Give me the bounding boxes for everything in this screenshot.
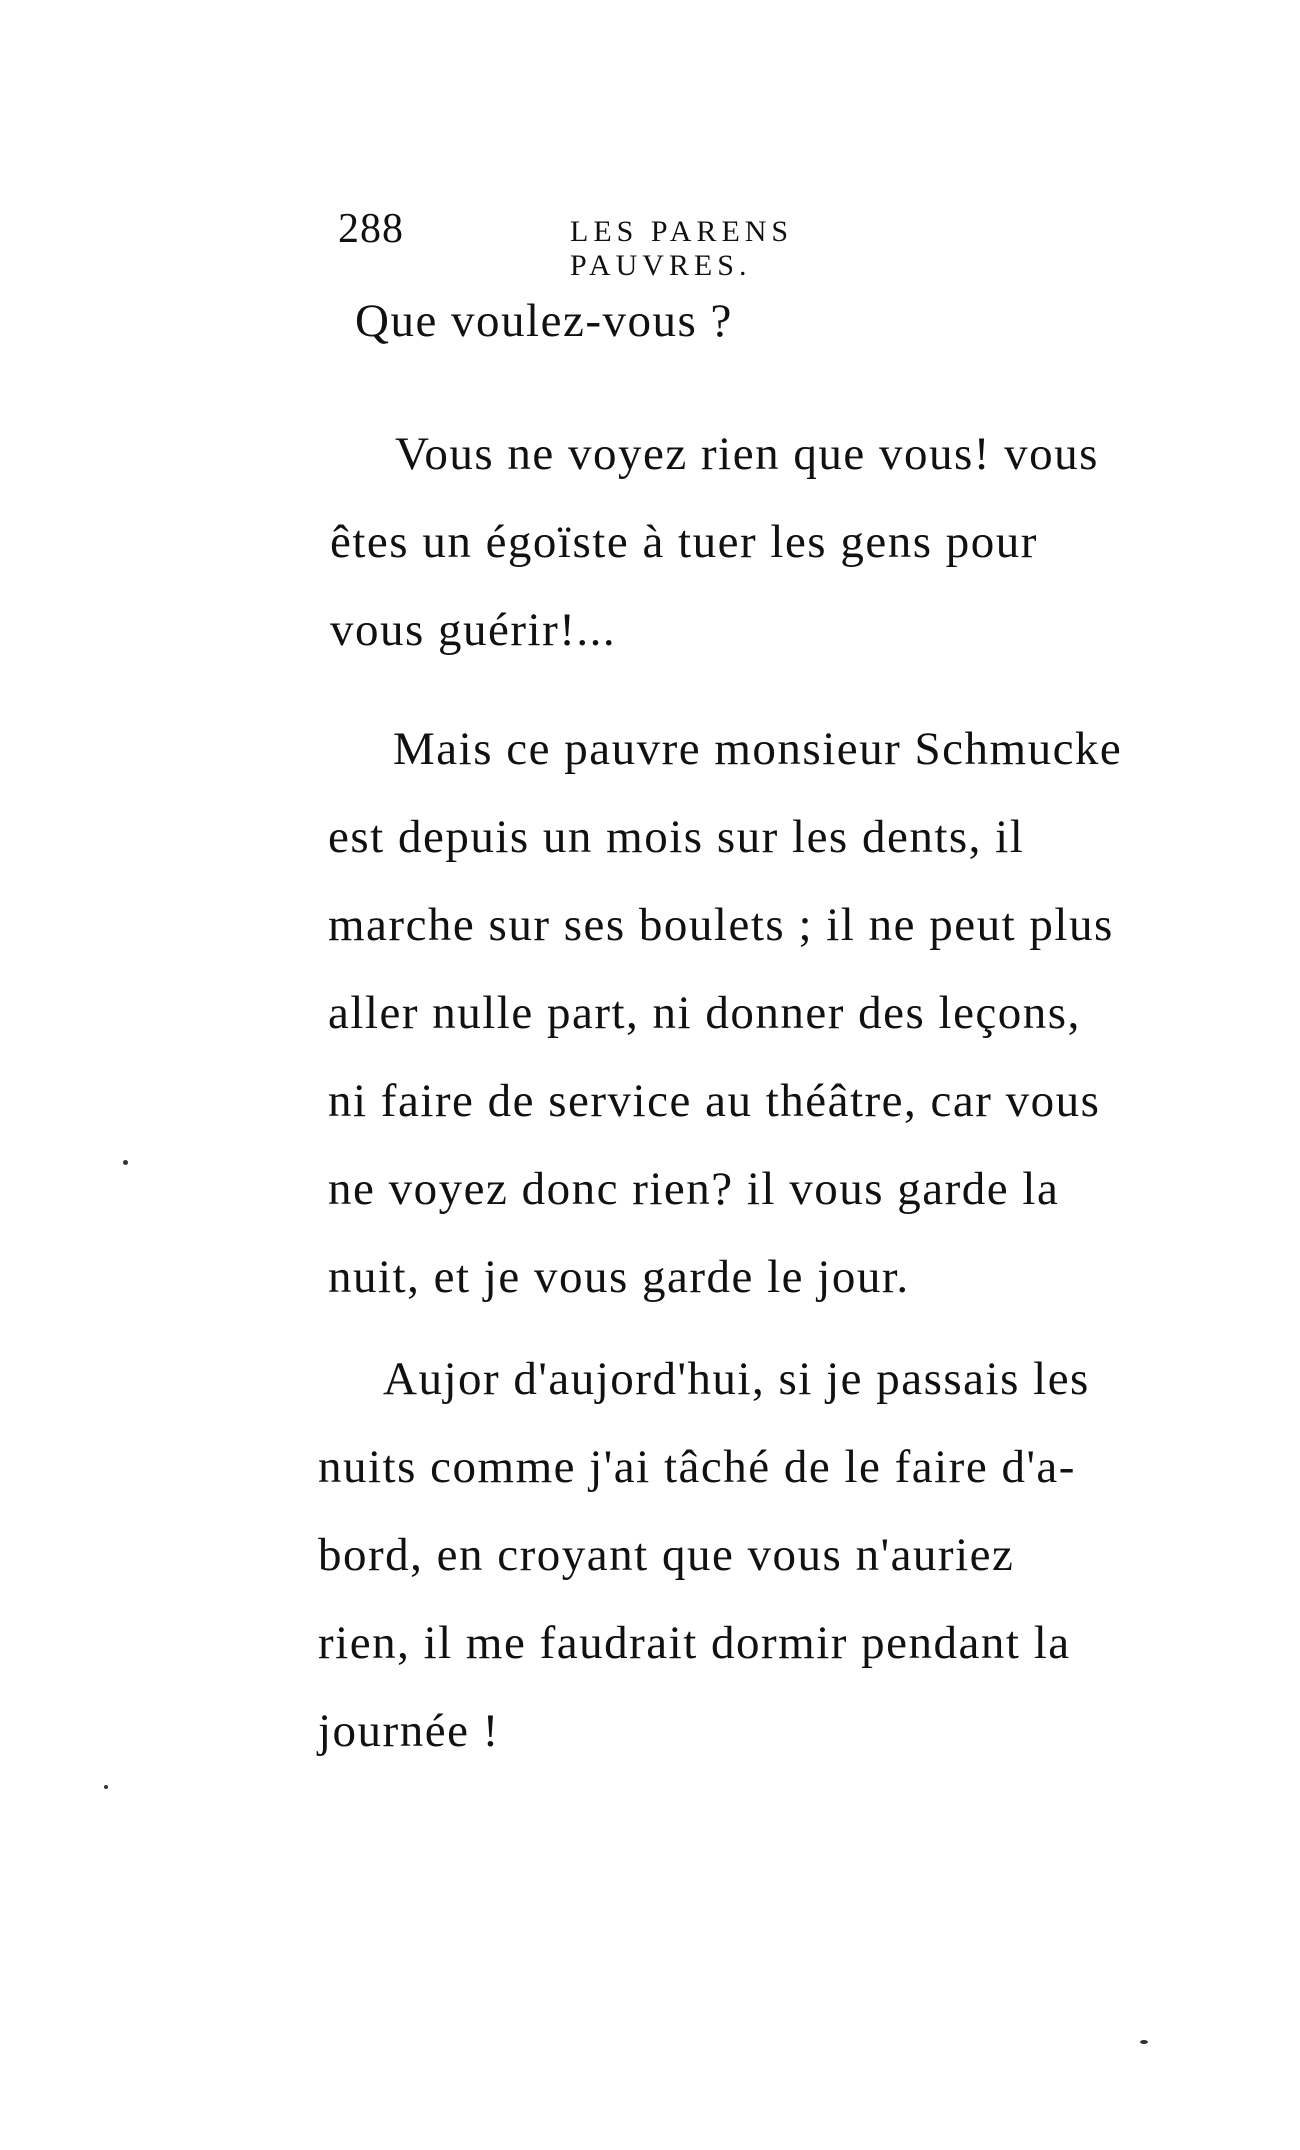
text-line: bord, en croyant que vous n'auriez bbox=[318, 1529, 1015, 1581]
text-line: Que voulez-vous ? bbox=[355, 295, 733, 347]
text-line: êtes un égoïste à tuer les gens pour bbox=[330, 516, 1038, 568]
ink-speck bbox=[104, 1785, 108, 1789]
running-head bbox=[338, 205, 983, 282]
text-line: rien, il me faudrait dormir pendant la bbox=[318, 1617, 1071, 1669]
text-line: ni faire de service au théâtre, car vous bbox=[328, 1075, 1101, 1127]
ink-speck bbox=[123, 1160, 128, 1165]
text-line: marche sur ses boulets ; il ne peut plus bbox=[328, 899, 1114, 951]
text-line: est depuis un mois sur les dents, il bbox=[328, 811, 1025, 863]
paragraph-4 bbox=[318, 1335, 1188, 1775]
ink-speck bbox=[1140, 2040, 1148, 2044]
running-title: LES PARENS PAUVRES. bbox=[570, 215, 794, 282]
paragraph-2 bbox=[330, 410, 1200, 674]
text-line: nuits comme j'ai tâché de le faire d'a- bbox=[318, 1441, 1076, 1493]
text-line: Vous ne voyez rien que vous! vous bbox=[395, 428, 1099, 480]
paragraph-3 bbox=[328, 705, 1198, 1321]
text-line: ne voyez donc rien? il vous garde la bbox=[328, 1163, 1060, 1215]
paragraph-1 bbox=[355, 277, 1015, 365]
text-line: journée ! bbox=[318, 1705, 500, 1757]
page-number: 288 bbox=[338, 206, 404, 252]
text-line: vous guérir!... bbox=[330, 604, 617, 656]
text-line: Aujor d'aujord'hui, si je passais les bbox=[383, 1353, 1090, 1405]
text-line: Mais ce pauvre monsieur Schmucke bbox=[393, 723, 1123, 775]
text-line: aller nulle part, ni donner des leçons, bbox=[328, 987, 1081, 1039]
text-line: nuit, et je vous garde le jour. bbox=[328, 1251, 910, 1303]
